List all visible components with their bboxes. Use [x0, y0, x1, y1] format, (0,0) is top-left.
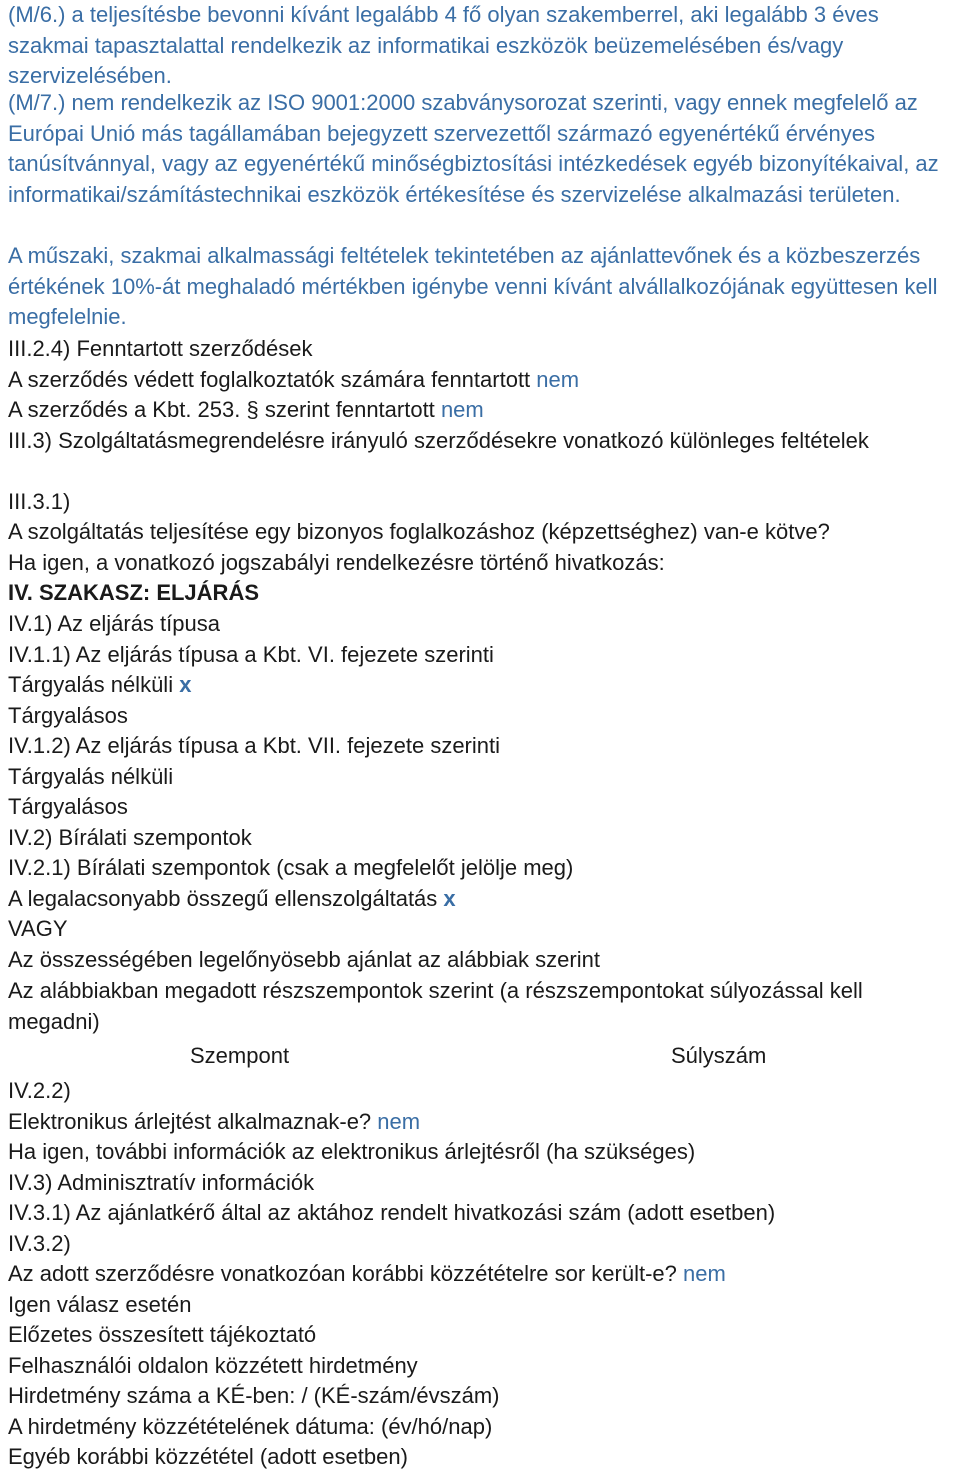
- section-iv-title: IV. SZAKASZ: ELJÁRÁS: [8, 580, 260, 605]
- selected-mark: x: [179, 672, 192, 697]
- heading-iv-3-1: IV.3.1) Az ajánlatkérő által az aktához rendelt hivatkozási szám (adott esetben): [8, 1200, 776, 1225]
- heading-iv-1: IV.1) Az eljárás típusa: [8, 611, 220, 636]
- buyer-profile-notice: Felhasználói oldalon közzétett hirdetmény: [8, 1353, 418, 1378]
- option-label: Tárgyalás nélküli: [8, 672, 174, 697]
- or-text: VAGY: [8, 916, 68, 941]
- e-auction-row: [8, 1107, 420, 1137]
- reserved-kbt253-row: [8, 395, 484, 425]
- e-auction-question: Elektronikus árlejtést alkalmaznak-e?: [8, 1109, 372, 1134]
- heading-iii-3-1: III.3.1): [8, 489, 71, 514]
- reserved-kbt253-label: A szerződés a Kbt. 253. § szerint fenntartott: [8, 397, 435, 422]
- notice-date: A hirdetmény közzétételének dátuma: (év/hó/nap): [8, 1414, 493, 1439]
- notice-number: Hirdetmény száma a KÉ-ben: / (KÉ-szám/évszám): [8, 1383, 500, 1408]
- criterion-subcriteria-note: Az alábbiakban megadott részszempontok szerint (a részszempontokat súlyozással kell megadni): [8, 978, 863, 1034]
- reserved-kbt253-value: nem: [440, 397, 484, 422]
- legal-reference-text: Ha igen, a vonatkozó jogszabályi rendelkezésre történő hivatkozás:: [8, 550, 665, 575]
- reserved-sheltered-label: A szerződés védett foglalkoztatók számára fenntartott: [8, 367, 531, 392]
- subcontractor-requirement: A műszaki, szakmai alkalmassági feltételek tekintetében az ajánlattevőnek és a közbeszerzés értékének 10%-át meghaladó mértékben igénybe venni kívánt alvállalkozójának együttesen kell megfelelnie.: [8, 243, 938, 329]
- prior-info-notice: Előzetes összesített tájékoztató: [8, 1322, 317, 1347]
- heading-iv-2-2: IV.2.2): [8, 1078, 71, 1103]
- heading-iv-3: IV.3) Adminisztratív információk: [8, 1170, 315, 1195]
- e-auction-info: Ha igen, további információk az elektronikus árlejtésről (ha szükséges): [8, 1139, 696, 1164]
- criterion-lowest-price: [8, 884, 456, 914]
- reserved-sheltered-row: [8, 365, 579, 395]
- if-yes-text: Igen válasz esetén: [8, 1292, 192, 1317]
- procedure-option-negotiated-vii: Tárgyalásos: [8, 794, 128, 819]
- heading-iii-3: III.3) Szolgáltatásmegrendelésre irányuló szerződésekre vonatkozó különleges feltételek: [8, 428, 869, 453]
- criterion-best-value: Az összességében legelőnyösebb ajánlat az alábbiak szerint: [8, 947, 600, 972]
- selected-mark: x: [443, 886, 456, 911]
- procedure-option-no-negotiation-vii: Tárgyalás nélküli: [8, 764, 174, 789]
- procedure-option-negotiated-vi: Tárgyalásos: [8, 703, 128, 728]
- heading-iv-2: IV.2) Bírálati szempontok: [8, 825, 252, 850]
- prior-publication-question: Az adott szerződésre vonatkozóan korábbi közzétételre sor került-e?: [8, 1261, 677, 1286]
- column-header-criterion: Szempont: [190, 1043, 290, 1068]
- prior-publication-answer: nem: [683, 1261, 726, 1286]
- reserved-sheltered-value: nem: [536, 367, 580, 392]
- column-header-weight: Súlyszám: [671, 1043, 767, 1068]
- prior-publication-row: [8, 1259, 726, 1289]
- heading-iii-2-4: III.2.4) Fenntartott szerződések: [8, 336, 313, 361]
- heading-iv-2-1: IV.2.1) Bírálati szempontok (csak a megfelelőt jelölje meg): [8, 855, 574, 880]
- heading-iv-1-1: IV.1.1) Az eljárás típusa a Kbt. VI. fejezete szerinti: [8, 642, 494, 667]
- criterion-label: A legalacsonyabb összegű ellenszolgáltatás: [8, 886, 438, 911]
- e-auction-answer: nem: [377, 1109, 421, 1134]
- question-iii-3-1: A szolgáltatás teljesítése egy bizonyos foglalkozáshoz (képzettséghez) van-e kötve?: [8, 519, 830, 544]
- requirement-m7: (M/7.) nem rendelkezik az ISO 9001:2000 szabványsorozat szerinti, vagy ennek megfelelő az Európai Unió más tagállamában bejegyzett szervezettől származó egyenértékű érvényes tanúsítvánnyal, vagy az egyenértékű minőségbiztosítási intézkedések egyéb bizonyítékaival, az informatikai/számítástechnikai eszközök értékesítése és szervizelése alkalmazási területen.: [8, 90, 939, 207]
- requirement-m6: (M/6.) a teljesítésbe bevonni kívánt legalább 4 fő olyan szakemberrel, aki legalább 3 éves szakmai tapasztalattal rendelkezik az informatikai eszközök beüzemelésében és/vagy szervizelésében.: [8, 2, 879, 88]
- heading-iv-1-2: IV.1.2) Az eljárás típusa a Kbt. VII. fejezete szerinti: [8, 733, 501, 758]
- other-prior-publication: Egyéb korábbi közzététel (adott esetben): [8, 1444, 408, 1469]
- procedure-option-no-negotiation-vi: [8, 670, 191, 700]
- heading-iv-3-2: IV.3.2): [8, 1231, 71, 1256]
